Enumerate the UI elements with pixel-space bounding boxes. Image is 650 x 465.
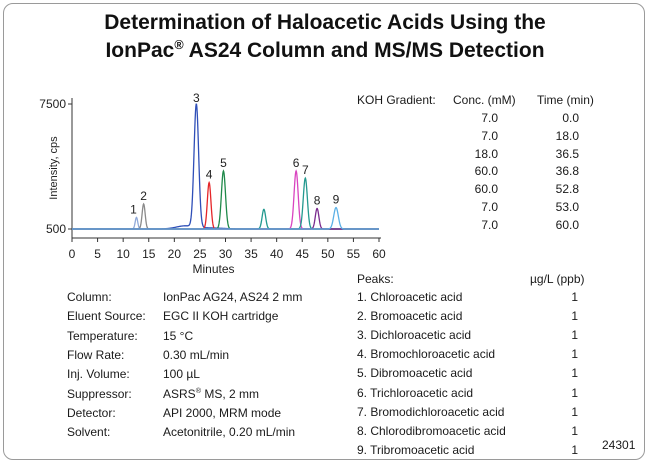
gradient-time: 60.0 xyxy=(555,217,579,232)
condition-label: Flow Rate: xyxy=(67,347,125,362)
gradient-time: 0.0 xyxy=(562,111,579,125)
x-tick-label: 40 xyxy=(269,247,284,261)
condition-value: Acetonitrile, 0.20 mL/min xyxy=(163,425,296,440)
peak-value: 1 xyxy=(571,423,578,438)
gradient-time: 36.8 xyxy=(555,164,579,179)
peak-value: 1 xyxy=(571,328,578,343)
peak-value: 1 xyxy=(571,442,578,457)
peak-name: 5. Dibromoacetic acid xyxy=(357,366,473,381)
y-tick-label: 500 xyxy=(45,222,66,236)
condition-value: ASRS® MS, 2 mm xyxy=(163,385,259,401)
condition-label: Temperature: xyxy=(67,328,138,343)
x-tick-label: 25 xyxy=(193,247,207,261)
title-line-2: IonPac® AS24 Column and MS/MS Detection xyxy=(105,38,545,62)
x-tick-label: 60 xyxy=(372,247,386,261)
peak-name: 4. Bromochloroacetic acid xyxy=(357,347,496,362)
condition-value: 100 µL xyxy=(163,367,200,382)
condition-label: Solvent: xyxy=(67,425,111,440)
peak-name: 7. Bromodichloroacetic acid xyxy=(357,404,505,419)
gradient-time-header: Time (min) xyxy=(537,93,594,107)
gradient-conc: 60.0 xyxy=(474,164,498,179)
condition-value: EGC II KOH cartridge xyxy=(163,309,279,324)
peak-value: 1 xyxy=(571,290,578,304)
peak-value: 1 xyxy=(571,309,578,324)
x-tick-label: 55 xyxy=(346,247,361,261)
gradient-conc: 7.0 xyxy=(481,111,498,125)
y-axis-label: Intensity, cps xyxy=(48,136,60,200)
peak-value: 1 xyxy=(571,347,578,362)
peak-name: 2. Bromoacetic acid xyxy=(357,309,463,324)
peak-name: 6. Trichloroacetic acid xyxy=(357,385,474,400)
peaks-unit-header: µg/L (ppb) xyxy=(530,272,585,286)
peak-label-2: 2 xyxy=(140,189,147,203)
gradient-conc: 18.0 xyxy=(474,146,498,161)
x-tick-label: 10 xyxy=(116,247,130,261)
peak-label-9: 9 xyxy=(332,192,340,207)
peak-label-3: 3 xyxy=(192,90,200,105)
x-tick-label: 45 xyxy=(295,247,309,261)
condition-value: 0.30 mL/min xyxy=(163,347,230,362)
gradient-conc-header: Conc. (mM) xyxy=(453,93,516,107)
series-line-2 xyxy=(72,204,379,229)
gradient-conc: 7.0 xyxy=(481,128,498,143)
gradient-label: KOH Gradient: xyxy=(357,93,436,107)
peak-value: 1 xyxy=(571,366,578,381)
gradient-conc: 60.0 xyxy=(474,182,498,197)
peak-label-8: 8 xyxy=(313,193,321,208)
condition-label: Detector: xyxy=(67,405,116,420)
condition-label: Suppressor: xyxy=(67,386,132,401)
x-tick-label: 30 xyxy=(218,247,233,261)
series-line-9 xyxy=(72,208,379,229)
peak-label-4: 4 xyxy=(205,167,213,182)
condition-value: 15 °C xyxy=(163,328,194,343)
gradient-conc: 7.0 xyxy=(481,200,498,214)
condition-value: API 2000, MRM mode xyxy=(163,405,282,420)
title-line-1: Determination of Haloacetic Acids Using the xyxy=(104,11,546,34)
gradient-time: 18.0 xyxy=(555,128,579,143)
x-tick-label: 0 xyxy=(68,247,76,261)
condition-value: IonPac AG24, AS24 2 mm xyxy=(163,290,303,304)
gradient-time: 53.0 xyxy=(555,200,579,214)
x-tick-label: 50 xyxy=(321,247,335,261)
peak-name: 3. Dichloroacetic acid xyxy=(357,328,472,343)
x-tick-label: 5 xyxy=(94,247,101,261)
peak-name: 9. Tribromoacetic acid xyxy=(357,442,475,457)
gradient-conc: 7.0 xyxy=(481,217,498,232)
condition-label: Column: xyxy=(67,290,112,304)
peak-label-1: 1 xyxy=(130,202,137,217)
peak-value: 1 xyxy=(571,385,578,400)
x-tick-label: 15 xyxy=(142,247,156,261)
gradient-time: 36.5 xyxy=(555,146,579,161)
peak-label-7: 7 xyxy=(301,163,309,178)
peaks-header: Peaks: xyxy=(357,272,394,286)
condition-label: Inj. Volume: xyxy=(67,367,130,382)
peak-label-6: 6 xyxy=(292,155,300,170)
peak-value: 1 xyxy=(571,404,578,419)
x-tick-label: 20 xyxy=(167,247,182,261)
peak-label-5: 5 xyxy=(220,155,227,170)
peak-name: 1. Chloroacetic acid xyxy=(357,290,463,304)
peak-name: 8. Chlorodibromoacetic acid xyxy=(357,423,506,438)
figure-id: 24301 xyxy=(602,438,636,452)
x-axis-label: Minutes xyxy=(192,262,235,276)
x-tick-label: 35 xyxy=(244,247,258,261)
y-tick-label: 7500 xyxy=(39,97,66,111)
gradient-time: 52.8 xyxy=(555,182,579,197)
condition-label: Eluent Source: xyxy=(67,309,146,324)
